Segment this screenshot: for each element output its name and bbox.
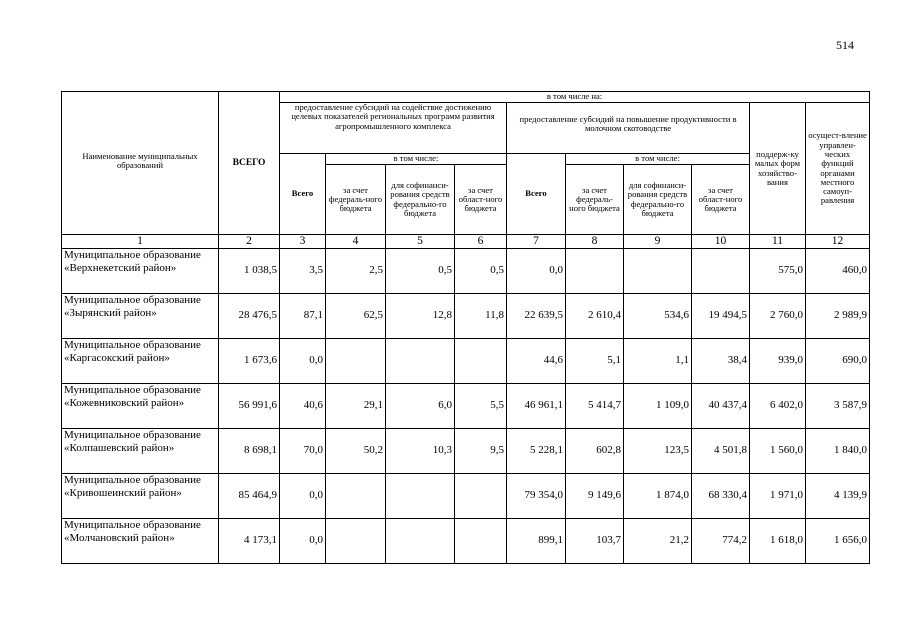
value-cell-c5 [386,339,455,384]
value-cell-c3: 0,0 [280,474,326,519]
value-cell-c8: 2 610,4 [566,294,624,339]
table-row [62,339,870,384]
table-row [62,474,870,519]
value-cell-c4 [326,519,386,564]
value-cell-c8: 103,7 [566,519,624,564]
value-cell-c3: 0,0 [280,339,326,384]
value-cell-c11: 575,0 [750,249,806,294]
value-cell-c4: 29,1 [326,384,386,429]
value-cell-c9: 1 109,0 [624,384,692,429]
value-cell-c6 [455,339,507,384]
value-cell-c2: 1 038,5 [219,249,280,294]
col-name-header: Наименование муниципальных образований [62,92,219,235]
column-number: 7 [507,235,566,249]
column-number: 2 [219,235,280,249]
value-cell-c12: 2 989,9 [806,294,870,339]
value-cell-c2: 1 673,6 [219,339,280,384]
value-cell-c6 [455,519,507,564]
value-cell-c2: 4 173,1 [219,519,280,564]
value-cell-c10: 19 494,5 [692,294,750,339]
page-number: 514 [836,38,854,52]
column-number: 3 [280,235,326,249]
municipality-name: Муниципальное образование «Кривошеинский район» [62,474,219,519]
value-cell-c11: 6 402,0 [750,384,806,429]
value-cell-c6 [455,474,507,519]
including-on-header: в том числе на: [280,92,870,103]
table-row [62,429,870,474]
column-number: 10 [692,235,750,249]
value-cell-c8 [566,249,624,294]
value-cell-c7: 79 354,0 [507,474,566,519]
value-cell-c5 [386,474,455,519]
value-cell-c7: 22 639,5 [507,294,566,339]
group-b-regional-header: за счет област-ного бюджета [692,165,750,235]
municipality-name: Муниципальное образование «Кожевниковский район» [62,384,219,429]
value-cell-c10: 38,4 [692,339,750,384]
value-cell-c7: 5 228,1 [507,429,566,474]
value-cell-c9: 534,6 [624,294,692,339]
value-cell-c9: 1,1 [624,339,692,384]
value-cell-c3: 3,5 [280,249,326,294]
column-number: 9 [624,235,692,249]
value-cell-c5: 12,8 [386,294,455,339]
value-cell-c11: 1 618,0 [750,519,806,564]
column-number-row [62,235,870,249]
value-cell-c11: 939,0 [750,339,806,384]
value-cell-c4: 50,2 [326,429,386,474]
group-b-header: предоставление субсидий на повышение продуктивности в молочном скотоводстве [507,103,750,154]
value-cell-c11: 1 971,0 [750,474,806,519]
municipality-name: Муниципальное образование «Зырянский район» [62,294,219,339]
subsidy-table [61,91,870,564]
value-cell-c9: 21,2 [624,519,692,564]
column-number: 8 [566,235,624,249]
value-cell-c6: 9,5 [455,429,507,474]
value-cell-c10: 40 437,4 [692,384,750,429]
group-a-total-header: Всего [280,154,326,235]
value-cell-c12: 690,0 [806,339,870,384]
column-number: 12 [806,235,870,249]
value-cell-c9 [624,249,692,294]
value-cell-c2: 8 698,1 [219,429,280,474]
value-cell-c2: 85 464,9 [219,474,280,519]
value-cell-c3: 87,1 [280,294,326,339]
group-a-regional-header: за счет област-ного бюджета [455,165,507,235]
value-cell-c12: 1 656,0 [806,519,870,564]
value-cell-c4 [326,474,386,519]
value-cell-c9: 1 874,0 [624,474,692,519]
value-cell-c10: 68 330,4 [692,474,750,519]
group-a-including-header: в том числе: [326,154,507,165]
value-cell-c12: 460,0 [806,249,870,294]
value-cell-c3: 40,6 [280,384,326,429]
value-cell-c6: 0,5 [455,249,507,294]
table-row [62,249,870,294]
value-cell-c12: 3 587,9 [806,384,870,429]
col-small-forms-header: поддерж-ку малых форм хозяйство-вания [750,103,806,235]
column-number: 4 [326,235,386,249]
group-a-cofin-header: для софинанси-рования средств федерально-го бюджета [386,165,455,235]
table-row [62,384,870,429]
value-cell-c10: 4 501,8 [692,429,750,474]
col-total-header: ВСЕГО [219,92,280,235]
value-cell-c4: 62,5 [326,294,386,339]
value-cell-c4 [326,339,386,384]
group-b-total-header: Всего [507,154,566,235]
value-cell-c10: 774,2 [692,519,750,564]
column-number: 5 [386,235,455,249]
municipality-name: Муниципальное образование «Колпашевский район» [62,429,219,474]
value-cell-c5 [386,519,455,564]
value-cell-c8: 602,8 [566,429,624,474]
municipality-name: Муниципальное образование «Каргасокский район» [62,339,219,384]
table-row [62,519,870,564]
value-cell-c12: 1 840,0 [806,429,870,474]
value-cell-c11: 2 760,0 [750,294,806,339]
value-cell-c5: 10,3 [386,429,455,474]
column-number: 1 [62,235,219,249]
value-cell-c10 [692,249,750,294]
table-row [62,294,870,339]
column-number: 6 [455,235,507,249]
value-cell-c8: 9 149,6 [566,474,624,519]
value-cell-c6: 5,5 [455,384,507,429]
value-cell-c3: 0,0 [280,519,326,564]
value-cell-c5: 0,5 [386,249,455,294]
col-management-header: осущест-вление управлен-ческих функций органами местного самоуп-равления [806,103,870,235]
value-cell-c7: 899,1 [507,519,566,564]
value-cell-c2: 56 991,6 [219,384,280,429]
group-b-federal-header: за счет федераль-ного бюджета [566,165,624,235]
municipality-name: Муниципальное образование «Молчановский район» [62,519,219,564]
value-cell-c4: 2,5 [326,249,386,294]
value-cell-c7: 44,6 [507,339,566,384]
value-cell-c2: 28 476,5 [219,294,280,339]
value-cell-c11: 1 560,0 [750,429,806,474]
group-a-federal-header: за счет федераль-ного бюджета [326,165,386,235]
value-cell-c8: 5 414,7 [566,384,624,429]
value-cell-c7: 0,0 [507,249,566,294]
column-number: 11 [750,235,806,249]
value-cell-c7: 46 961,1 [507,384,566,429]
group-b-including-header: в том числе: [566,154,750,165]
value-cell-c5: 6,0 [386,384,455,429]
municipality-name: Муниципальное образование «Верхнекетский район» [62,249,219,294]
group-b-cofin-header: для софинанси-рования средств федерально-го бюджета [624,165,692,235]
value-cell-c8: 5,1 [566,339,624,384]
value-cell-c3: 70,0 [280,429,326,474]
value-cell-c9: 123,5 [624,429,692,474]
value-cell-c6: 11,8 [455,294,507,339]
group-a-header: предоставление субсидий на содействие достижению целевых показателей региональных программ развития агропромышленного комплекса [280,103,507,154]
value-cell-c12: 4 139,9 [806,474,870,519]
